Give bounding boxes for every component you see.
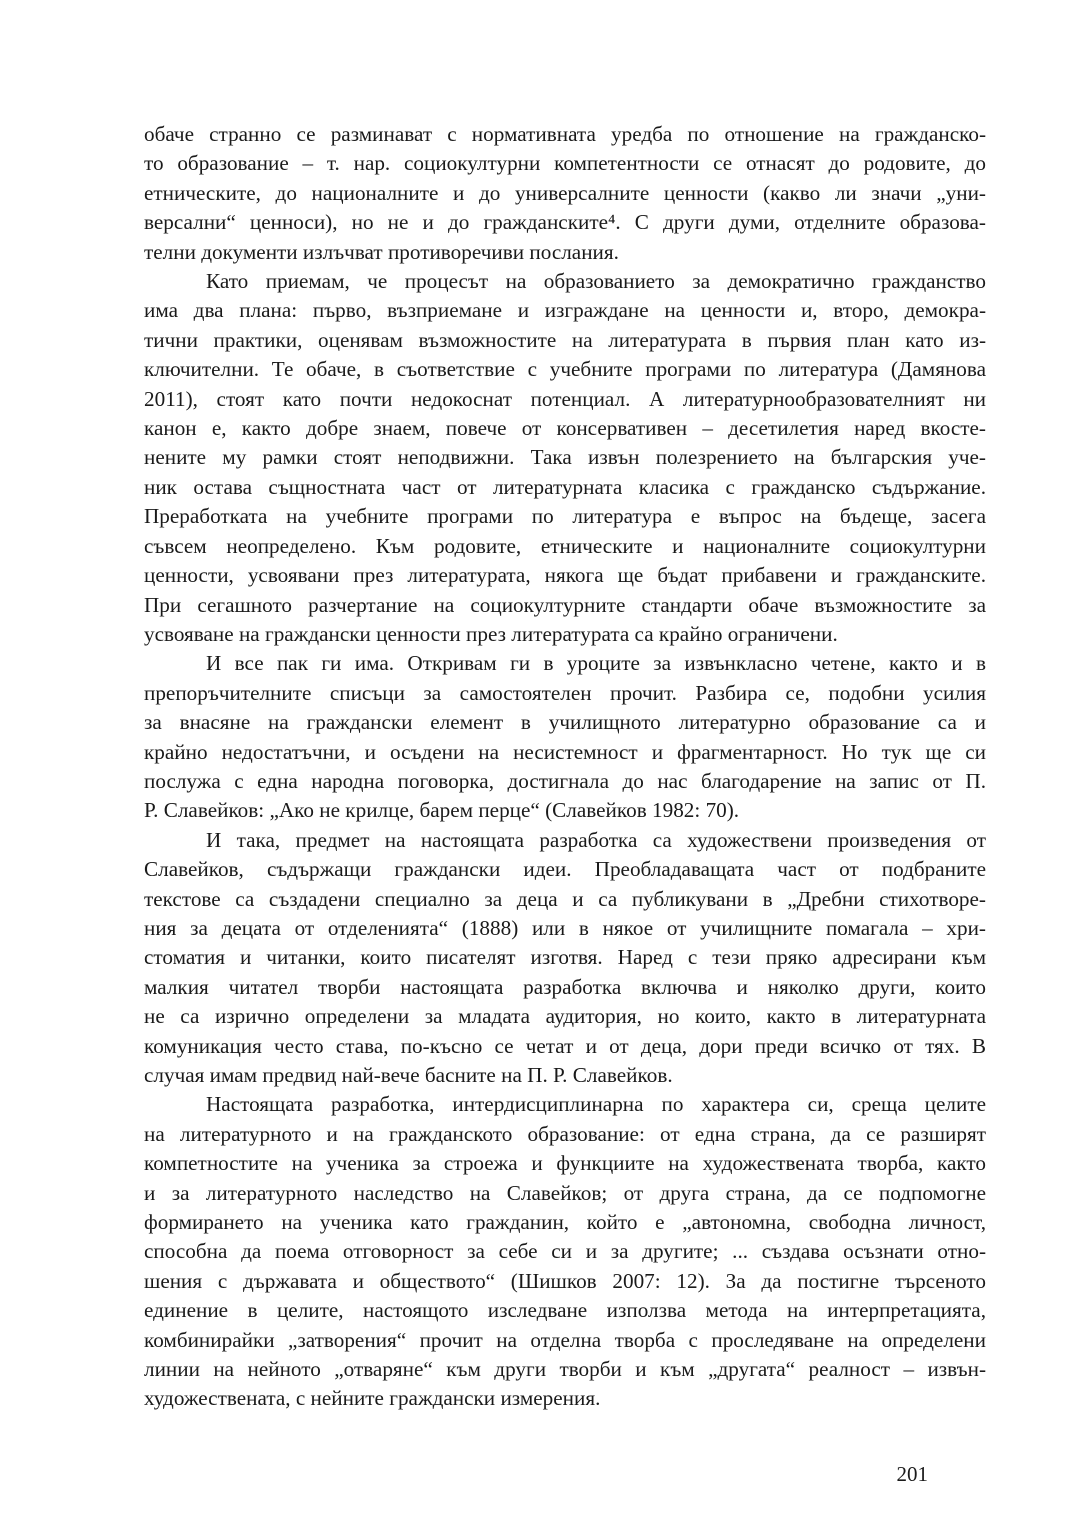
body-text [144, 120, 986, 1414]
text-line: И така, предмет на настоящата разработка са художествени произведения от [206, 827, 986, 852]
text-line: стоматия и читанки, които писателят изготвя. Наред с тези пряко адресирани към [144, 945, 986, 970]
text-line: случая имам предвид най-вече басните на П. Р. Славейков. [144, 1063, 673, 1087]
paragraph-2 [144, 267, 986, 649]
text-line: канон е, както добре знаем, повече от консервативен – десетилетия наред вкосте- [144, 416, 986, 441]
text-line: Славейков, съдържащи граждански идеи. Преобладаващата част от подбраните [144, 857, 986, 882]
text-line: то образование – т. нар. социокултурни компетентности се отнасят до родовите, до [144, 151, 986, 176]
text-line: Като приемам, че процесът на образованието за демократично гражданство [206, 269, 986, 294]
text-line: И все пак ги има. Откривам ги в уроците за извънкласно четене, както и в [206, 651, 986, 676]
text-line: ключителни. Те обаче, в съответствие с учебните програми по литература (Дамянова [144, 357, 986, 382]
text-line: компетностите на ученика за строежа и функциите на художествената творба, както [144, 1151, 986, 1176]
text-line: линии на нейното „отваряне“ към други творби и към „другата“ реалност – извън- [144, 1357, 986, 1382]
text-line: При сегашното разчертание на социокултурните стандарти обаче възможностите за [144, 592, 986, 617]
paragraph-1 [144, 120, 986, 267]
text-line: не са изрично определени за младата аудитория, но които, както в литературната [144, 1004, 986, 1029]
text-line: единение в целите, настоящото изследване използва метода на интерпретацията, [144, 1298, 986, 1323]
text-line: Р. Славейков: „Ако не крилце, барем перце“ (Славейков 1982: 70). [144, 798, 740, 823]
text-line: ценности, усвоявани през литературата, някога ще бъдат прибавени и гражданските. [144, 563, 986, 588]
text-line: текстове са създадени специално за деца и са публикувани в „Дребни стихотворе- [144, 886, 986, 911]
text-line: обаче странно се разминават с нормативната уредба по отношение на гражданско- [144, 122, 986, 146]
text-line: 2011), стоят като почти недокоснат потенциал. А литературнообразователният ни [144, 386, 986, 411]
text-line: шения с държавата и обществото“ (Шишков 2007: 12). За да постигне търсеното [144, 1268, 986, 1293]
text-line: нените му рамки стоят неподвижни. Така извън полезрението на българския уче- [144, 445, 986, 470]
text-line: крайно недостатъчни, и осъдени на несистемност и фрагментарност. Но тук ще си [144, 739, 986, 764]
paragraph-3 [144, 649, 986, 825]
text-line: ник остава същностната част от литературната класика с гражданско съдържание. [144, 474, 986, 499]
text-line: художествената, с нейните граждански измерения. [144, 1386, 601, 1411]
text-line: усвояване на граждански ценности през литературата са крайно ограничени. [144, 621, 838, 646]
text-line: на литературното и на гражданското образование: от една страна, да се разширят [144, 1121, 986, 1146]
text-line: формирането на ученика като гражданин, който е „автономна, свободна личност, [144, 1210, 986, 1235]
text-line: и за литературното наследство на Славейков; от друга страна, да се подпомогне [144, 1180, 986, 1205]
page-number: 201 [896, 1462, 928, 1486]
paragraph-5 [144, 1090, 986, 1413]
text-line: телни документи излъчват противоречиви послания. [144, 239, 619, 264]
text-line: комбинирайки „затворения“ прочит на отделна творба с проследяване на определени [144, 1327, 986, 1352]
text-line: съвсем неопределено. Към родовите, етническите и националните социокултурни [144, 533, 986, 558]
text-line: способна да поема отговорност за себе си и за другите; ... създава осъзнати отно- [144, 1239, 986, 1264]
text-line: Настоящата разработка, интердисциплинарна по характера си, среща целите [206, 1092, 986, 1117]
text-line: тични практики, оценявам възможностите на литературата в първия план като из- [144, 327, 986, 352]
text-line: етническите, до националните и до универсалните ценности (какво ли значи „уни- [144, 180, 986, 205]
text-line: за внасяне на граждански елемент в училищното литературно образование са и [144, 710, 986, 735]
text-line: ния за децата от отделенията“ (1888) или в някое от училищните помагала – хри- [144, 915, 986, 940]
text-line: малкия читател творби настоящата разработка включва и няколко други, които [144, 974, 986, 999]
text-line: версални“ ценноси), но не и до гражданските⁴. С други думи, отделните образова- [144, 210, 986, 235]
text-line: комуникация често става, по-късно се четат и от деца, дори преди всичко от тях. В [144, 1033, 986, 1058]
text-line: препоръчителните списъци за самостоятелен прочит. Разбира се, подобни усилия [144, 680, 986, 705]
text-line: Преработката на учебните програми по литература е въпрос на бъдеще, засега [144, 504, 986, 529]
paragraph-4 [144, 826, 986, 1091]
text-line: послужа с една народна поговорка, достигнала до нас благодарение на запис от П. [144, 768, 986, 793]
text-line: има два плана: първо, възприемане и изграждане на ценности и, второ, демокра- [144, 298, 986, 323]
